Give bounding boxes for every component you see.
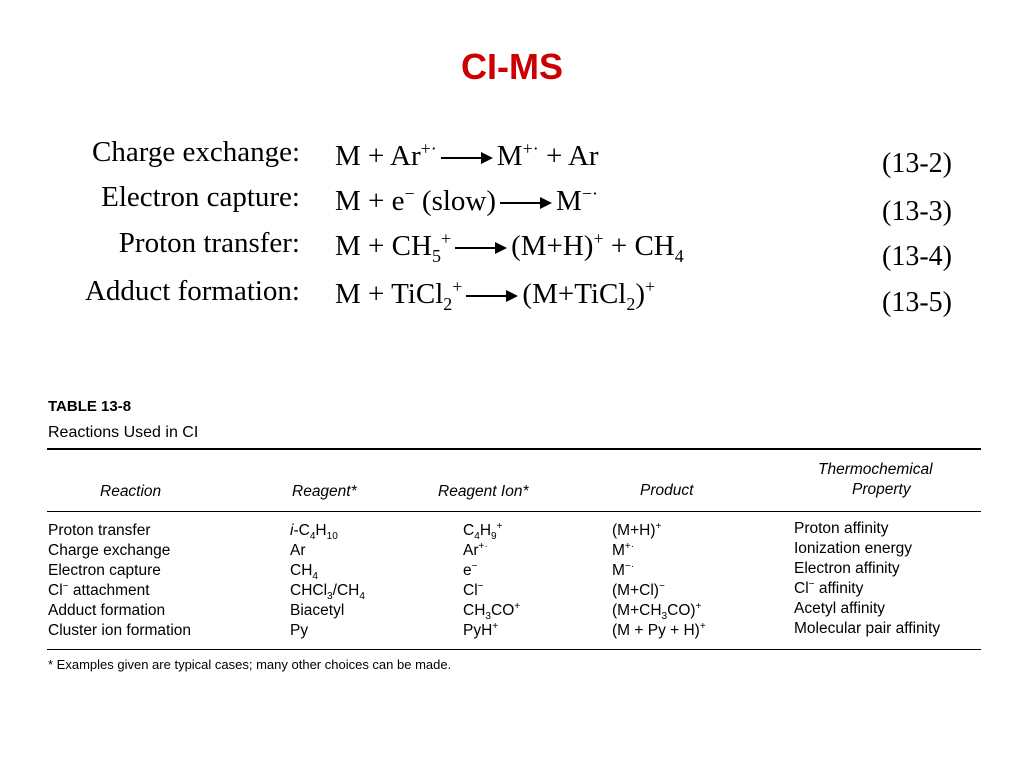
- table-header-rule: [47, 511, 981, 512]
- equation-adduct-formation: M + TiCl$_2$+ (M+TiCl$_2$)+: [335, 276, 656, 314]
- equation-number: (13-5): [882, 287, 952, 318]
- table-cell: Cl−: [463, 580, 484, 599]
- table-cell: Py: [290, 622, 309, 639]
- table-cell-text: attachment: [72, 582, 150, 599]
- table-cell: M+·: [612, 540, 635, 559]
- table-cell: M−·: [612, 560, 635, 579]
- table-cell: Cluster ion formation: [48, 622, 192, 639]
- header-reagent: Reagent*: [292, 483, 357, 500]
- table-cell: e−: [463, 560, 478, 579]
- reaction-arrow-icon: [455, 241, 507, 255]
- table-cell: Electron capture: [48, 562, 161, 579]
- reaction-column: [48, 521, 191, 641]
- table-cell: Acetyl affinity: [794, 600, 886, 617]
- table-id: TABLE 13-8: [48, 398, 132, 415]
- table-cell: Electron affinity: [794, 560, 900, 577]
- header-property-line1: Thermochemical: [818, 461, 933, 478]
- table-cell: $(M+CH_3CO)^+$: [612, 600, 702, 623]
- table-top-rule: [47, 448, 981, 450]
- equation-electron-capture: M + e− (slow) M−·: [335, 183, 598, 217]
- table-cell-text: affinity: [818, 580, 864, 597]
- table-cell: (M + Py + H)+: [612, 620, 706, 639]
- header-reagent-ion: Reagent Ion*: [438, 483, 529, 500]
- equation-label-charge-exchange: Charge exchange:: [91, 136, 300, 168]
- table-cell: (M+H)+: [612, 520, 662, 539]
- table-cell: $i-C_4H_{10}$: [290, 522, 338, 543]
- table-bottom-rule: [47, 649, 981, 650]
- table-cell: $CH_4$: [290, 562, 318, 583]
- header-property-line2: Property: [852, 481, 911, 498]
- equation-number: (13-4): [882, 241, 952, 272]
- reaction-arrow-icon: [441, 151, 493, 165]
- table-cell: Charge exchange: [48, 542, 171, 559]
- table-footnote: * Examples given are typical cases; many other choices can be made.: [48, 657, 452, 672]
- page-title: CI-MS: [461, 46, 563, 87]
- equation-number: (13-3): [882, 196, 952, 227]
- header-reaction: Reaction: [100, 483, 162, 500]
- table-cell: Adduct formation: [48, 602, 166, 619]
- table-cell: $C_4H_9^+$: [463, 520, 503, 543]
- table-cell: Cl− affinity: [794, 578, 864, 597]
- table-cell: $CH_3CO^+$: [463, 600, 521, 623]
- reaction-arrow-icon: [500, 196, 552, 210]
- property-column: [794, 519, 940, 639]
- reagent-column: [290, 521, 365, 641]
- table-cell: Biacetyl: [290, 602, 345, 619]
- reagent-ion-column: [463, 521, 520, 641]
- table-caption: Reactions Used in CI: [48, 424, 199, 441]
- table-cell: Ar+·: [463, 540, 488, 559]
- header-product: Product: [640, 482, 694, 499]
- table-cell: Ar: [290, 542, 306, 559]
- table-cell: Ionization energy: [794, 540, 913, 557]
- equation-label-adduct-formation: Adduct formation:: [84, 275, 300, 307]
- equation-proton-transfer: $M + CH_5^+$ $(M+H)^+ + CH_4$: [335, 228, 684, 266]
- equation-label-proton-transfer: Proton transfer:: [118, 227, 300, 259]
- table-cell: $CHCl_3/CH_4$: [290, 582, 365, 603]
- equation-number: (13-2): [882, 148, 952, 179]
- reaction-arrow-icon: [466, 289, 518, 303]
- table-cell: Proton transfer: [48, 522, 151, 539]
- equation-label-electron-capture: Electron capture:: [101, 181, 300, 213]
- product-column: [612, 521, 706, 641]
- table-cell: PyH+: [463, 620, 499, 639]
- table-cell: (M+Cl)−: [612, 580, 665, 599]
- table-cell: Molecular pair affinity: [794, 620, 941, 637]
- table-cell: Cl− attachment: [48, 580, 150, 599]
- table-cell: Proton affinity: [794, 520, 889, 537]
- equation-charge-exchange: M + Ar+· M+· + Ar: [335, 138, 599, 172]
